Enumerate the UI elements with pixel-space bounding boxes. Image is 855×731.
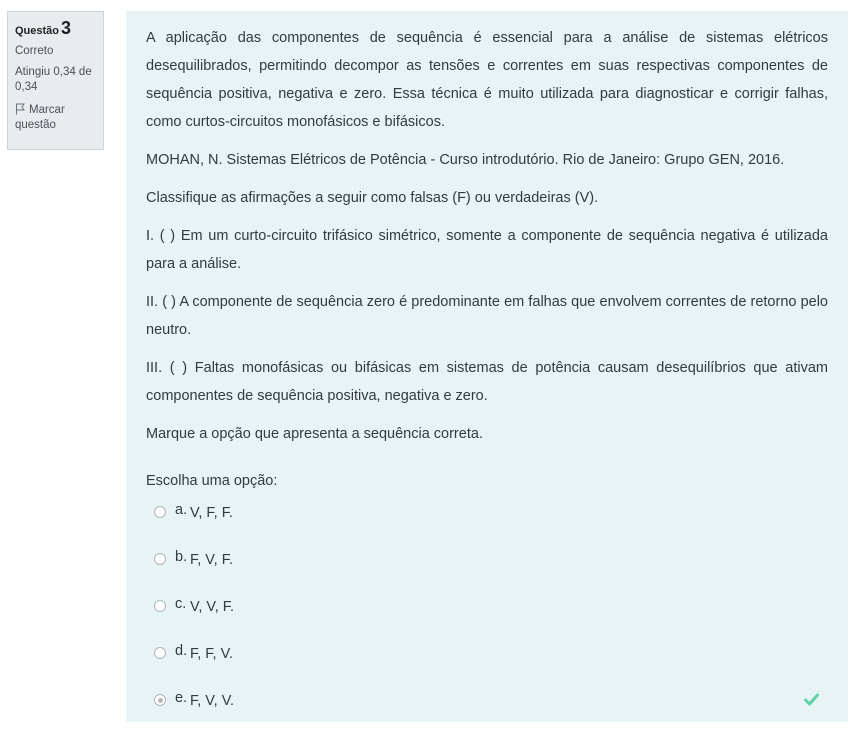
statement-iii: III. ( ) Faltas monofásicas ou bifásicas em sistemas de potência causam desequilíbrios que ativam componentes de sequência positiva, negativa e zero.: [146, 360, 828, 404]
question-task: Marque a opção que apresenta a sequência correta.: [146, 426, 483, 442]
question-state: Correto: [15, 45, 54, 57]
option-b-letter: b.: [175, 549, 188, 565]
option-a-text: V, F, F.: [190, 505, 233, 521]
check-icon: [804, 693, 819, 706]
option-d-radio[interactable]: [154, 647, 166, 659]
answer-options: [146, 491, 828, 726]
question-info: [7, 11, 104, 150]
question-instruction: Classifique as afirmações a seguir como falsas (F) ou verdadeiras (V).: [146, 190, 599, 206]
question-reference: MOHAN, N. Sistemas Elétricos de Potência - Curso introdutório. Rio de Janeiro: Grupo GEN, 2016.: [146, 152, 785, 168]
option-a-letter: a.: [175, 502, 188, 518]
question-number: [15, 18, 96, 39]
statement-ii: II. ( ) A componente de sequência zero é predominante em falhas que envolvem correntes de retorno pelo neutro.: [146, 294, 828, 338]
option-e-radio[interactable]: [154, 694, 166, 706]
question-paragraph: A aplicação das componentes de sequência é essencial para a análise de sistemas elétricos desequilibrados, permitindo decompor as tensões e correntes em suas respectivas componentes de sequência positiva, negativa e zero. Essa técnica é muito utilizada para diagnosticar e corrigir falhas, como curtos-circuitos monofásicos e bifásicos.: [146, 30, 828, 130]
option-e-letter: e.: [175, 690, 188, 706]
option-c[interactable]: [146, 585, 828, 632]
option-b[interactable]: [146, 538, 828, 585]
question-number-value: 3: [61, 18, 72, 38]
option-d-text: F, F, V.: [190, 646, 233, 662]
question-content: [126, 11, 848, 722]
statement-i: I. ( ) Em um curto-circuito trifásico simétrico, somente a componente de sequência negativa é utilizada para a análise.: [146, 228, 828, 272]
flag-icon: [15, 103, 26, 115]
option-d-letter: d.: [175, 643, 188, 659]
question-text: [146, 24, 828, 448]
option-a-radio[interactable]: [154, 506, 166, 518]
option-b-text: F, V, F.: [190, 552, 233, 568]
option-e-text: F, V, V.: [190, 693, 235, 709]
option-b-radio[interactable]: [154, 553, 166, 565]
option-c-radio[interactable]: [154, 600, 166, 612]
flag-question-label: Marcar questão: [15, 104, 65, 131]
option-a[interactable]: [146, 491, 828, 538]
option-c-text: V, V, F.: [190, 599, 235, 615]
option-c-letter: c.: [175, 596, 187, 612]
question-label: Questão: [15, 25, 60, 37]
answer-prompt: Escolha uma opção:: [146, 473, 278, 489]
option-d[interactable]: [146, 632, 828, 679]
question-grade: Atingiu 0,34 de 0,34: [15, 66, 92, 93]
option-e[interactable]: [146, 679, 828, 726]
flag-question-link[interactable]: [15, 103, 96, 133]
